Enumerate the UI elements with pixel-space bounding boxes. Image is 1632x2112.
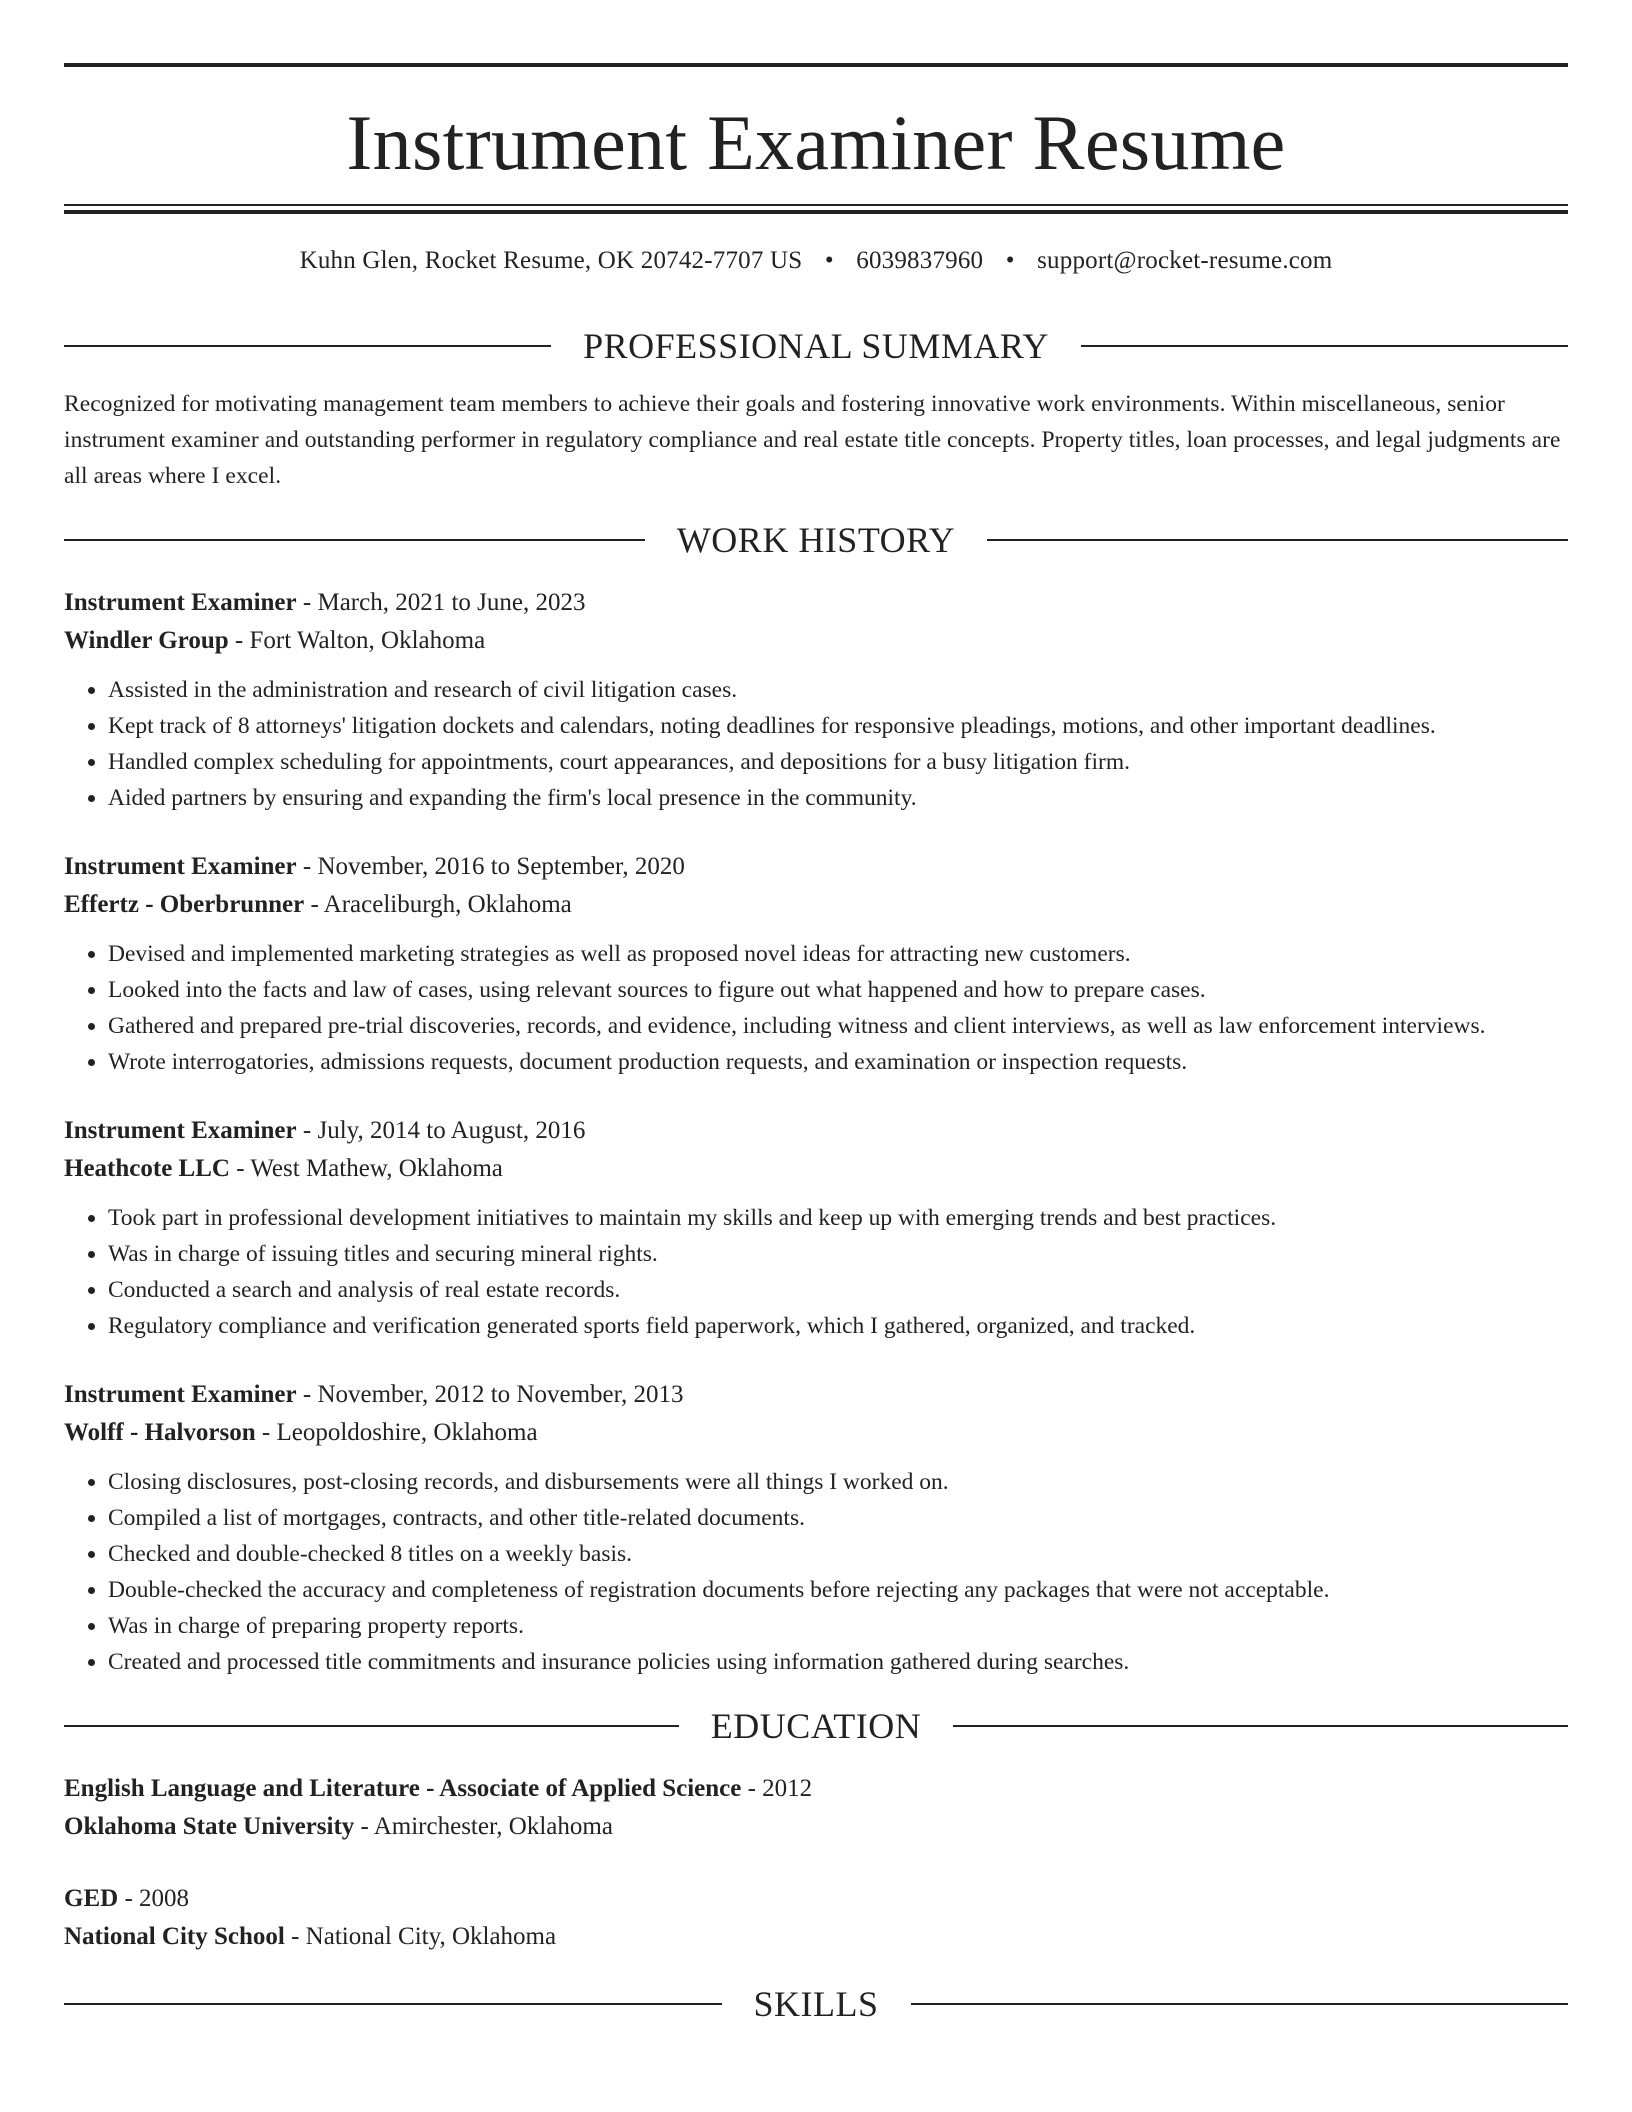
job-company-line	[64, 622, 1568, 660]
job-bullet: • Was in charge of issuing titles and securing mineral rights.	[108, 1236, 1568, 1272]
job-title: Instrument Examiner	[64, 1117, 297, 1144]
job-location: - West Mathew, Oklahoma	[229, 1155, 503, 1182]
education-school-line	[64, 1918, 1568, 1956]
contact-line	[64, 246, 1568, 276]
job-bullet: • Regulatory compliance and verification generated sports field paperwork, which I gathered, organized, and tracked.	[108, 1308, 1568, 1344]
section-heading-summary	[64, 328, 1568, 364]
top-rule	[64, 63, 1568, 67]
education-degree-line	[64, 1880, 1568, 1918]
job-entry	[64, 1376, 1568, 1680]
job-bullet: • Kept track of 8 attorneys' litigation dockets and calendars, noting deadlines for responsive pleadings, motions, and other important deadlines.	[108, 708, 1568, 744]
job-title: Instrument Examiner	[64, 1381, 297, 1408]
heading-rule	[64, 345, 551, 347]
job-bullet: • Took part in professional development initiatives to maintain my skills and keep up with emerging trends and best practices.	[108, 1200, 1568, 1236]
job-bullet: • Aided partners by ensuring and expanding the firm's local presence in the community.	[108, 780, 1568, 816]
job-bullet: • Conducted a search and analysis of real estate records.	[108, 1272, 1568, 1308]
job-dates: - March, 2021 to June, 2023	[296, 589, 586, 616]
job-title: Instrument Examiner	[64, 853, 297, 880]
job-dates: - July, 2014 to August, 2016	[296, 1117, 586, 1144]
job-company: Windler Group	[64, 627, 229, 654]
heading-rule	[1081, 345, 1568, 347]
heading-rule	[64, 539, 645, 541]
education-year: - 2008	[118, 1885, 190, 1912]
job-bullet: • Was in charge of preparing property reports.	[108, 1608, 1568, 1644]
education-year: - 2012	[741, 1775, 813, 1802]
job-company-line	[64, 1150, 1568, 1188]
section-heading-education	[64, 1708, 1568, 1744]
section-title-summary: PROFESSIONAL SUMMARY	[583, 326, 1049, 366]
job-location: - Fort Walton, Oklahoma	[228, 627, 486, 654]
education-school: Oklahoma State University	[64, 1813, 355, 1840]
job-title-line	[64, 584, 1568, 622]
job-company-line	[64, 1414, 1568, 1452]
contact-email[interactable]: support@rocket-resume.com	[1037, 247, 1333, 274]
contact-separator: •	[1005, 247, 1015, 274]
job-title-line	[64, 848, 1568, 886]
job-entry	[64, 584, 1568, 816]
job-bullet: • Closing disclosures, post-closing records, and disbursements were all things I worked on.	[108, 1464, 1568, 1500]
contact-separator: •	[824, 247, 834, 274]
education-degree: GED	[64, 1885, 119, 1912]
job-bullet: • Checked and double-checked 8 titles on a weekly basis.	[108, 1536, 1568, 1572]
job-bullet: • Gathered and prepared pre-trial discoveries, records, and evidence, including witness and client interviews, as well as law enforcement interviews.	[108, 1008, 1568, 1044]
job-bullet: • Double-checked the accuracy and completeness of registration documents before rejecting any packages that were not acceptable.	[108, 1572, 1568, 1608]
job-bullets	[64, 1200, 1568, 1344]
heading-rule	[953, 1725, 1568, 1727]
education-school-line	[64, 1808, 1568, 1846]
job-bullet: • Wrote interrogatories, admissions requests, document production requests, and examination or inspection requests.	[108, 1044, 1568, 1080]
section-title-education: EDUCATION	[710, 1706, 922, 1746]
section-title-work: WORK HISTORY	[676, 520, 956, 560]
heading-rule	[911, 2003, 1569, 2005]
page-title: Instrument Examiner Resume	[346, 99, 1286, 186]
job-company-line	[64, 886, 1568, 924]
education-school: National City School	[64, 1923, 285, 1950]
education-location: - National City, Oklahoma	[284, 1923, 557, 1950]
job-location: - Leopoldoshire, Oklahoma	[255, 1419, 538, 1446]
job-bullet: • Handled complex scheduling for appointments, court appearances, and depositions for a busy litigation firm.	[108, 744, 1568, 780]
job-bullet: • Created and processed title commitments and insurance policies using information gathered during searches.	[108, 1644, 1568, 1680]
contact-address: Kuhn Glen, Rocket Resume, OK 20742-7707 US	[299, 247, 803, 274]
job-bullets	[64, 936, 1568, 1080]
job-title: Instrument Examiner	[64, 589, 297, 616]
job-location: - Araceliburgh, Oklahoma	[304, 891, 572, 918]
resume-page	[64, 63, 1568, 2022]
job-title-line	[64, 1376, 1568, 1414]
job-company: Wolff - Halvorson	[64, 1419, 256, 1446]
title-double-rule	[64, 204, 1568, 214]
job-bullet: • Assisted in the administration and research of civil litigation cases.	[108, 672, 1568, 708]
job-company: Effertz - Oberbrunner	[64, 891, 305, 918]
heading-rule	[987, 539, 1568, 541]
job-bullet: • Devised and implemented marketing strategies as well as proposed novel ideas for attracting new customers.	[108, 936, 1568, 972]
education-degree-line	[64, 1770, 1568, 1808]
education-degree: English Language and Literature - Associate of Applied Science	[64, 1775, 742, 1802]
job-bullet: • Compiled a list of mortgages, contracts, and other title-related documents.	[108, 1500, 1568, 1536]
summary-text: Recognized for motivating management team members to achieve their goals and fostering innovative work environments. Within miscellaneous, senior instrument examiner and outstanding performer in regulatory compliance and real estate title concepts. Property titles, loan processes, and legal judgments are all areas where I excel.	[64, 391, 1561, 489]
job-entry	[64, 848, 1568, 1080]
education-entry	[64, 1770, 1568, 1846]
heading-rule	[64, 2003, 722, 2005]
job-bullets	[64, 672, 1568, 816]
heading-rule	[64, 1725, 679, 1727]
contact-phone[interactable]: 6039837960	[856, 247, 984, 274]
section-title-skills: SKILLS	[753, 1984, 879, 2024]
education-entry	[64, 1880, 1568, 1956]
job-bullet: • Looked into the facts and law of cases, using relevant sources to figure out what happened and how to prepare cases.	[108, 972, 1568, 1008]
section-heading-work	[64, 522, 1568, 558]
job-entry	[64, 1112, 1568, 1344]
education-location: - Amirchester, Oklahoma	[354, 1813, 613, 1840]
section-heading-skills	[64, 1986, 1568, 2022]
job-bullets	[64, 1464, 1568, 1680]
job-dates: - November, 2016 to September, 2020	[296, 853, 685, 880]
job-company: Heathcote LLC	[64, 1155, 230, 1182]
job-dates: - November, 2012 to November, 2013	[296, 1381, 684, 1408]
job-title-line	[64, 1112, 1568, 1150]
